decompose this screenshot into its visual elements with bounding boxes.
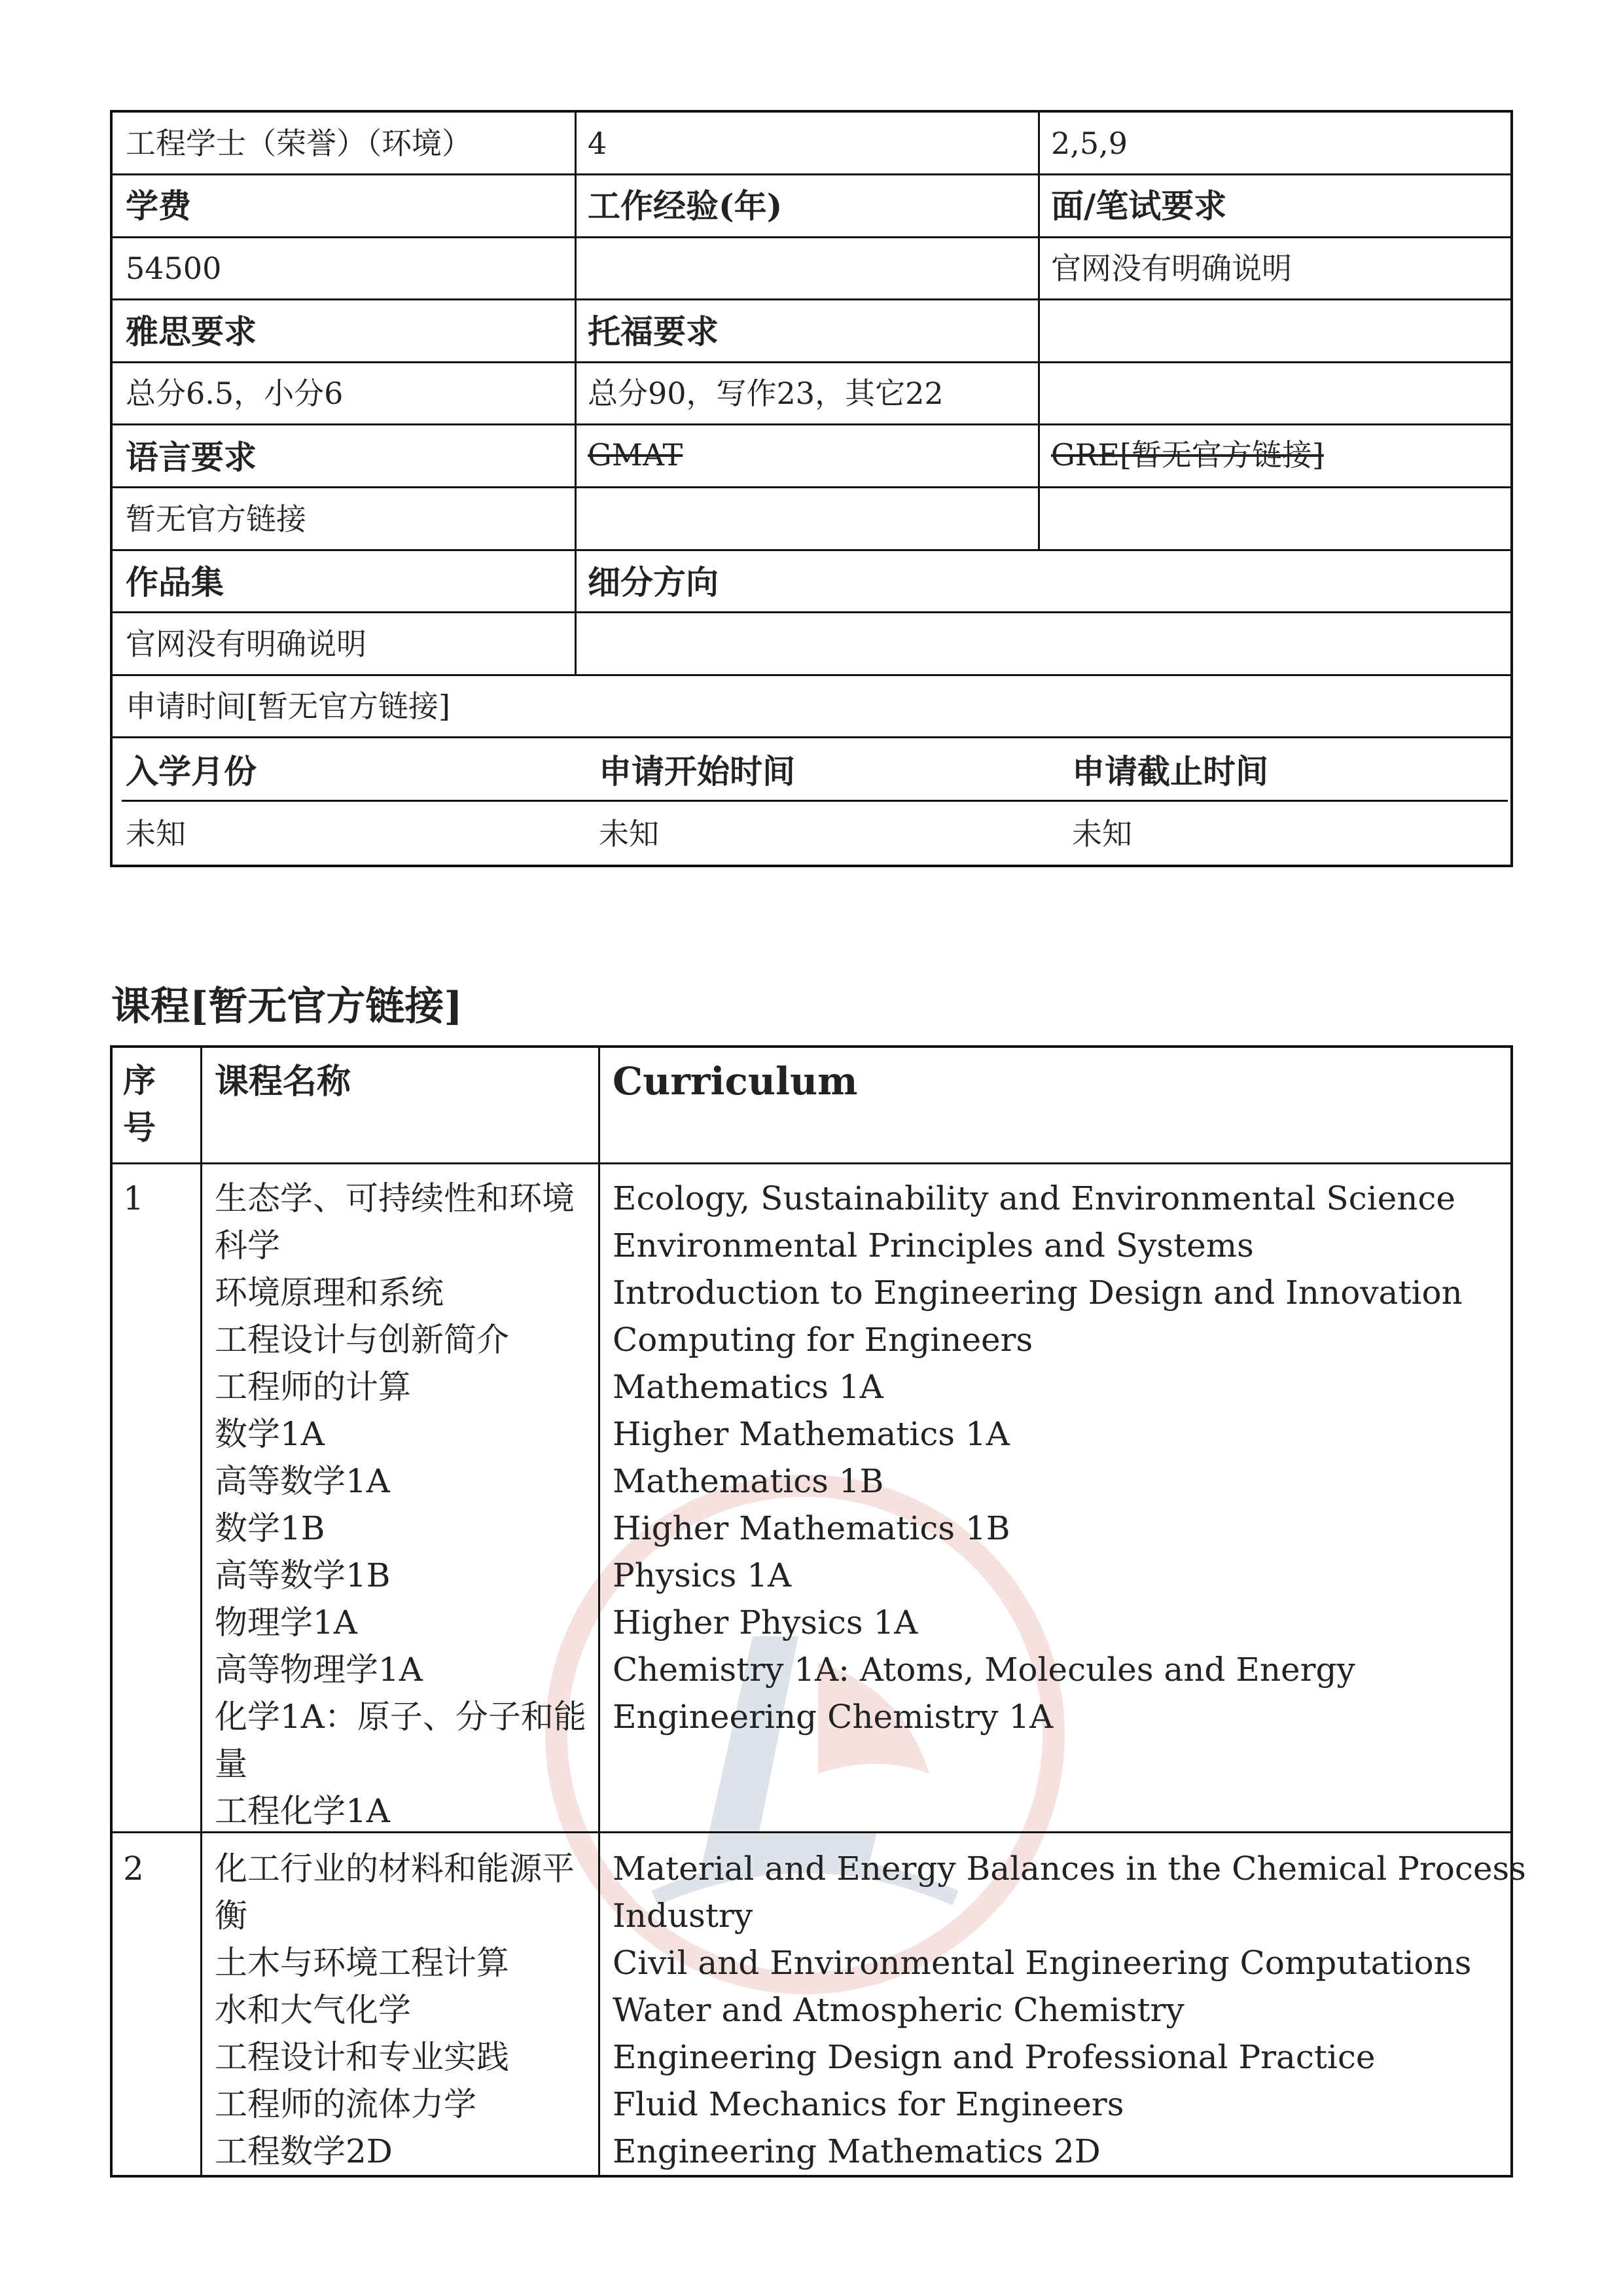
tuition-label: 学费: [126, 187, 191, 225]
list-item: 化学1A：原子、分子和能: [215, 1698, 586, 1736]
apply-deadline-header: 申请截止时间: [1072, 752, 1268, 791]
ielts-value: 总分6.5，小分6: [126, 376, 344, 411]
ielts-label: 雅思要求: [126, 312, 257, 351]
specialization-label: 细分方向: [588, 563, 719, 601]
col-divider: [598, 1048, 600, 2175]
intake-month-value: 未知: [126, 816, 186, 852]
portfolio-value: 官网没有明确说明: [126, 626, 366, 662]
list-item: Introduction to Engineering Design and Innovation: [613, 1274, 1463, 1312]
intake-months-value: 2,5,9: [1051, 126, 1128, 161]
curriculum-header: Curriculum: [613, 1059, 858, 1103]
apply-header-underline: [122, 800, 1508, 802]
language-value: 暂无官方链接: [126, 501, 306, 537]
row-divider: [113, 298, 1510, 300]
list-item: Higher Physics 1A: [613, 1604, 918, 1641]
list-item: Environmental Principles and Systems: [613, 1227, 1254, 1265]
list-item: Ecology, Sustainability and Environmental Science: [613, 1179, 1456, 1217]
list-item: 量: [215, 1745, 247, 1783]
course-names-cn-1: [215, 1175, 586, 1835]
list-item: Material and Energy Balances in the Chemical Process: [613, 1850, 1526, 1888]
list-item: 工程设计与创新简介: [215, 1321, 509, 1359]
list-item: 化工行业的材料和能源平: [215, 1850, 575, 1888]
course-name-header: 课程名称: [215, 1062, 351, 1102]
list-item: 物理学1A: [215, 1604, 357, 1641]
course-section-title: 课程[暂无官方链接]: [111, 984, 463, 1030]
list-item: 科学: [215, 1227, 280, 1265]
col-divider: [575, 113, 577, 674]
list-item: Physics 1A: [613, 1556, 792, 1594]
course-names-cn-2: [215, 1845, 575, 2175]
list-item: Mathematics 1A: [613, 1368, 883, 1406]
row-divider: [113, 674, 1510, 676]
list-item: Mathematics 1B: [613, 1462, 884, 1500]
row-number: 2: [123, 1850, 144, 1888]
program-info-table: [110, 110, 1513, 867]
list-item: 数学1A: [215, 1415, 325, 1453]
list-item: 工程师的计算: [215, 1368, 411, 1406]
list-item: Higher Mathematics 1A: [613, 1415, 1010, 1453]
row-divider: [113, 736, 1510, 738]
tuition-value: 54500: [126, 251, 222, 286]
row-divider: [113, 173, 1510, 175]
list-item: Computing for Engineers: [613, 1321, 1033, 1359]
toefl-label: 托福要求: [588, 312, 719, 351]
list-item: 数学1B: [215, 1509, 325, 1547]
list-item: Water and Atmospheric Chemistry: [613, 1991, 1185, 2029]
list-item: 工程数学2D: [215, 2132, 393, 2170]
course-names-en-1: [613, 1175, 1463, 1740]
language-label: 语言要求: [126, 438, 257, 476]
portfolio-label: 作品集: [126, 563, 224, 601]
gre-label: GRE[暂无官方链接]: [1051, 437, 1324, 473]
list-item: Engineering Design and Professional Practice: [613, 2038, 1376, 2076]
row-number: 1: [123, 1179, 144, 1217]
list-item: Engineering Chemistry 1A: [613, 1698, 1054, 1736]
row-divider: [113, 236, 1510, 238]
list-item: 衡: [215, 1897, 247, 1935]
work-experience-label: 工作经验(年): [588, 187, 783, 225]
interview-value: 官网没有明确说明: [1051, 251, 1292, 286]
interview-label: 面/笔试要求: [1051, 187, 1227, 225]
row-divider: [113, 549, 1510, 551]
list-item: 生态学、可持续性和环境: [215, 1179, 575, 1217]
list-item: 高等数学1A: [215, 1462, 390, 1500]
list-item: Chemistry 1A: Atoms, Molecules and Energy: [613, 1651, 1355, 1689]
row-divider: [113, 486, 1510, 488]
gmat-label: GMAT: [588, 437, 683, 473]
row-divider: [113, 611, 1510, 613]
list-item: 工程化学1A: [215, 1792, 390, 1830]
no-header: 序 号: [123, 1061, 156, 1147]
list-item: 工程设计和专业实践: [215, 2038, 509, 2076]
list-item: Fluid Mechanics for Engineers: [613, 2085, 1124, 2123]
list-item: 环境原理和系统: [215, 1274, 444, 1312]
row-divider: [113, 361, 1510, 363]
list-item: Engineering Mathematics 2D: [613, 2132, 1101, 2170]
list-item: 工程师的流体力学: [215, 2085, 476, 2123]
apply-deadline-value: 未知: [1072, 816, 1132, 852]
degree-name: 工程学士（荣誉）（环境）: [126, 126, 472, 161]
list-item: 高等物理学1A: [215, 1651, 423, 1689]
list-item: Civil and Environmental Engineering Computations: [613, 1944, 1472, 1982]
list-item: 土木与环境工程计算: [215, 1944, 509, 1982]
course-table: [110, 1045, 1526, 2178]
list-item: Higher Mathematics 1B: [613, 1509, 1010, 1547]
list-item: 高等数学1B: [215, 1556, 391, 1594]
row-divider: [113, 423, 1510, 425]
intake-month-header: 入学月份: [126, 752, 257, 791]
apply-start-value: 未知: [599, 816, 659, 852]
duration-value: 4: [588, 126, 607, 161]
header-divider: [113, 1162, 1510, 1164]
apply-start-header: 申请开始时间: [599, 752, 795, 791]
toefl-value: 总分90，写作23，其它22: [588, 376, 944, 411]
apply-time-label: 申请时间[暂无官方链接]: [126, 689, 450, 724]
col-divider: [200, 1048, 202, 2175]
list-item: Industry: [613, 1897, 753, 1935]
col-divider: [1038, 113, 1040, 549]
list-item: 水和大气化学: [215, 1991, 411, 2029]
course-names-en-2: [613, 1845, 1526, 2175]
